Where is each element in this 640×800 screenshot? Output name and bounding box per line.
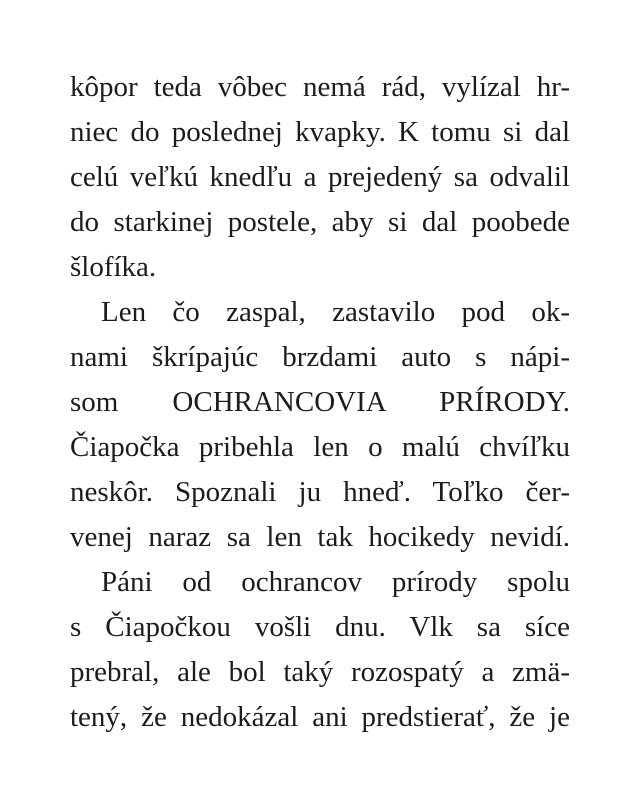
- text-line: Len čo zaspal, zastavilo pod ok-: [101, 296, 570, 328]
- text-line: do starkinej postele, aby si dal poobede: [70, 206, 570, 238]
- text-line: Páni od ochrancov prírody spolu: [101, 566, 570, 598]
- text-line: tený, že nedokázal ani predstierať, že je: [70, 701, 570, 733]
- text-line: som OCHRANCOVIA PRÍRODY.: [70, 386, 570, 418]
- text-line: šlofíka.: [70, 251, 157, 283]
- text-line: s Čiapočkou vošli dnu. Vlk sa síce: [70, 611, 570, 643]
- text-line: Čiapočka pribehla len o malú chvíľku: [70, 431, 570, 463]
- text-line: prebral, ale bol taký rozospatý a zmä-: [70, 656, 570, 688]
- paragraph-1: [70, 65, 570, 290]
- text-line: venej naraz sa len tak hocikedy nevidí.: [70, 521, 570, 553]
- paragraph-2: [70, 290, 570, 560]
- text-line: niec do poslednej kvapky. K tomu si dal: [70, 116, 570, 148]
- text-line: kôpor teda vôbec nemá rád, vylízal hr-: [70, 71, 570, 103]
- paragraph-3: [70, 560, 570, 740]
- text-line: neskôr. Spoznali ju hneď. Toľko čer-: [70, 476, 570, 508]
- text-line: nami škrípajúc brzdami auto s nápi-: [70, 341, 570, 373]
- text-line: celú veľkú knedľu a prejedený sa odvalil: [70, 161, 570, 193]
- book-page: [70, 65, 570, 740]
